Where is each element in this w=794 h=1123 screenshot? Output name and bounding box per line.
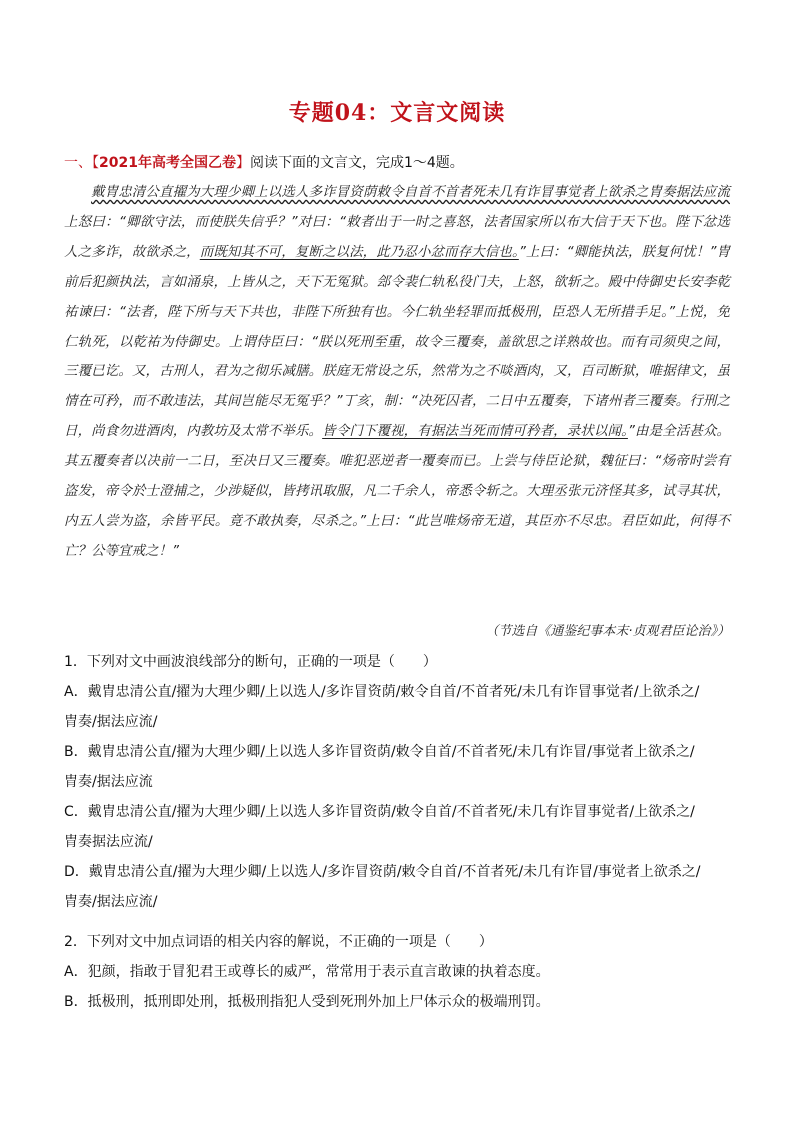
bracket-close: 】 (235, 155, 250, 171)
question-2 (64, 927, 730, 1017)
question-header (64, 152, 464, 172)
passage-text: ”由是全活甚众。其五覆奏者以决前一二日，至决日又三覆奏。唯犯恶逆者一覆奏而已。上尝与侍臣论狱，魏征曰：“炀帝时尝有盗发，帝令於士澄捕之，少涉疑似，皆拷讯取服，凡二千余人，帝悉令斩之。大理丞张元济怪其多，试寻其状，内五人尝为盗，余皆平民。竟不敢执奏，尽杀之。”上曰：“此岂唯炀帝无道，其臣亦不尽忠。君臣如此，何得不亡？公等宜戒之！” (64, 423, 731, 559)
passage-source: （节选自《通鉴纪事本末·贞观君臣论治》） (485, 624, 730, 639)
exam-source: 2021年高考全国乙卷 (99, 155, 236, 171)
option-b-continued: 胄奏/据法应流 (64, 774, 153, 790)
underlined-text: 皆令门下覆视，有据法当死而情可矜者，录状以闻。 (322, 423, 628, 440)
passage-text: ”上曰：“卿能执法，朕复何忧！”胄前后犯颜执法，言如涌泉，上皆从之，天下无冤狱。郐令裴仁轨私役门夫，上怒，欲斩之。殿中侍御史长安李乾祐谏曰：“法者，陛下所与天下共也，非陛下所独有也。今仁轨坐轻罪而抵极刑，臣恐人无所措手足。”上悦，免仁轨死，以乾祐为侍御史。上谓侍臣曰：“朕以死刑至重，故令三覆奏，盖欲思之详熟故也。而有司须臾之间，三覆已讫。又，古刑人，君为之彻乐减膳。朕庭无常设之乐，然常为之不啖酒肉，又，百司断狱，唯据律文，虽情在可矜，而不敢违法，其间岂能尽无冤乎？”丁亥，制：“决死囚者，二日中五覆奏，下诸州者三覆奏。行刑之日，尚食勿进酒肉，内教坊及太常不举乐。 (64, 243, 731, 440)
option-a: A．犯颜，指敢于冒犯君王或尊长的威严，常常用于表示直言敢谏的执着态度。 (64, 964, 550, 980)
classical-passage (64, 178, 730, 567)
option-b: B．抵极刑，抵刑即处刑，抵极刑指犯人受到死刑外加上尸体示众的极端刑罚。 (64, 994, 550, 1010)
page-title: 专题04：文言文阅读 (288, 100, 506, 126)
question-stem: 2．下列对文中加点词语的相关内容的解说，不正确的一项是（ ） (64, 934, 493, 950)
instruction-text: 阅读下面的文言文，完成1～4题。 (249, 155, 464, 171)
option-a: A．戴胄忠清公直/擢为大理少卿/上以选人/多诈冒资荫/敕令自首/不首者死/未几有诈冒事觉者/上欲杀之/ (64, 684, 700, 700)
passage-text: 上怒曰：“卿欲守法，而使朕失信乎？”对曰：“敕者出于一时之喜怒，法者国家所以布大信于天下也。陛下忿选人之多诈，故欲杀之， (64, 213, 730, 260)
option-c: C．戴胄忠清公直/擢为大理少卿/上以选人多诈冒资荫/敕令自首/不首者死/未几有诈冒事觉者/上欲杀之/ (64, 804, 695, 820)
section-number: 一、 (64, 155, 92, 171)
option-a-continued: 胄奏/据法应流/ (64, 714, 158, 730)
underlined-text: 而既知其不可，复断之以法，此乃忍小忿而存大信也。 (199, 243, 519, 260)
option-d-continued: 胄奏/据法应流/ (64, 894, 158, 910)
question-stem: 1．下列对文中画波浪线部分的断句，正确的一项是（ ） (64, 654, 437, 670)
option-b: B．戴胄忠清公直/擢为大理少卿/上以选人多诈冒资荫/敕令自首/不首者死/未几有诈冒/事觉者上欲杀之/ (64, 744, 695, 760)
question-1 (64, 647, 730, 917)
option-c-continued: 胄奏据法应流/ (64, 834, 153, 850)
bracket-open: 【 (92, 155, 99, 171)
wavy-underlined-text: 戴胄忠清公直擢为大理少卿上以选人多诈冒资荫敕令自首不首者死未几有诈冒事觉者上欲杀之胄奏据法应流 (91, 184, 730, 200)
option-d: D．戴胄忠清公直/擢为大理少卿/上以选人/多诈冒资荫/敕令自首/不首者死/未几有诈冒/事觉者上欲杀之/ (64, 864, 701, 880)
